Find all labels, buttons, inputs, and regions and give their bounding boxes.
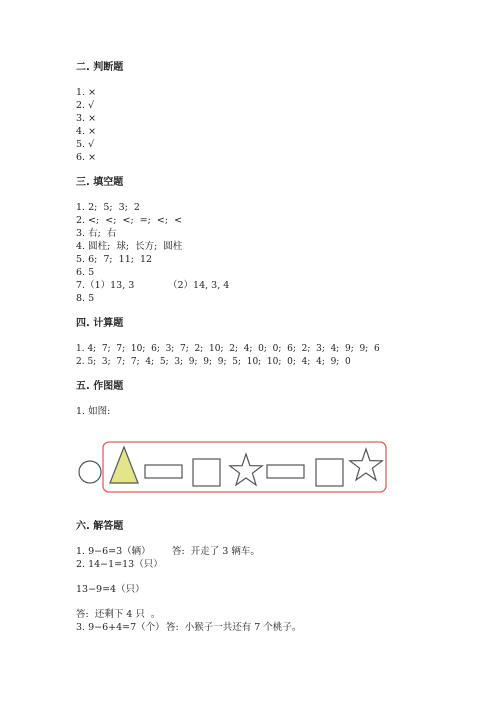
answer-line: 13−9=4（只）	[76, 584, 145, 595]
section-title-calculation: 四. 计算题	[76, 318, 124, 329]
answer-line: 答: 小猴子一共还有 7 个桃子。	[166, 622, 302, 633]
answer-line: 1. 9−6=3（辆）	[76, 546, 151, 557]
answer-line: 7.（1）13, 3	[76, 280, 135, 291]
answer-line: 3. 右; 右	[76, 228, 117, 239]
answer-line: 2. √	[76, 100, 95, 111]
circle-shape	[79, 461, 101, 483]
shape-pattern-figure	[74, 440, 388, 496]
rectangle-shape	[145, 465, 182, 478]
rectangle-shape	[267, 465, 304, 478]
answer-line: 1. 如图:	[76, 406, 111, 417]
answer-line: 6. ×	[76, 152, 97, 163]
section-title-word-problems: 六. 解答题	[76, 521, 124, 532]
star-shape	[230, 454, 262, 485]
triangle-shape	[110, 447, 138, 483]
answer-line: 2. 5; 3; 7; 7; 4; 5; 3; 9; 9; 9; 5; 10; 10; 0; 4; 4; 9; 0	[76, 357, 351, 367]
answer-line: 2. 14−1=13（只）	[76, 559, 163, 570]
answer-line: 5. 6; 7; 11; 12	[76, 254, 153, 265]
answer-line: （2）14, 3, 4	[168, 280, 230, 291]
answer-line: 4. 圆柱; 球; 长方; 圆柱	[76, 241, 183, 252]
section-title-judgement: 二. 判断题	[76, 62, 124, 73]
answer-line: 3. ×	[76, 113, 97, 124]
answer-line: 1. ×	[76, 87, 97, 98]
square-shape	[316, 459, 343, 486]
answer-line: 答: 还剩下 4 只 。	[76, 609, 161, 620]
square-shape	[193, 459, 220, 486]
section-title-fill-blank: 三. 填空题	[76, 177, 124, 188]
answer-line: 6. 5	[76, 267, 95, 278]
answer-line: 答: 开走了 3 辆车。	[172, 546, 260, 557]
answer-line: 4. ×	[76, 126, 97, 137]
answer-line: 3. 9−6+4=7（个）	[76, 622, 165, 633]
answer-line: 1. 4; 7; 7; 10; 6; 3; 7; 2; 10; 2; 4; 0; 0; 6; 2; 3; 4; 9; 9; 6	[76, 344, 380, 354]
answer-line: 8. 5	[76, 293, 95, 304]
answer-line: 5. √	[76, 139, 95, 150]
star-shape	[350, 449, 382, 480]
section-title-drawing: 五. 作图题	[76, 381, 124, 392]
answer-line: 2. <; <; <; =; <; <	[76, 215, 183, 226]
answer-line: 1. 2; 5; 3; 2	[76, 202, 140, 213]
